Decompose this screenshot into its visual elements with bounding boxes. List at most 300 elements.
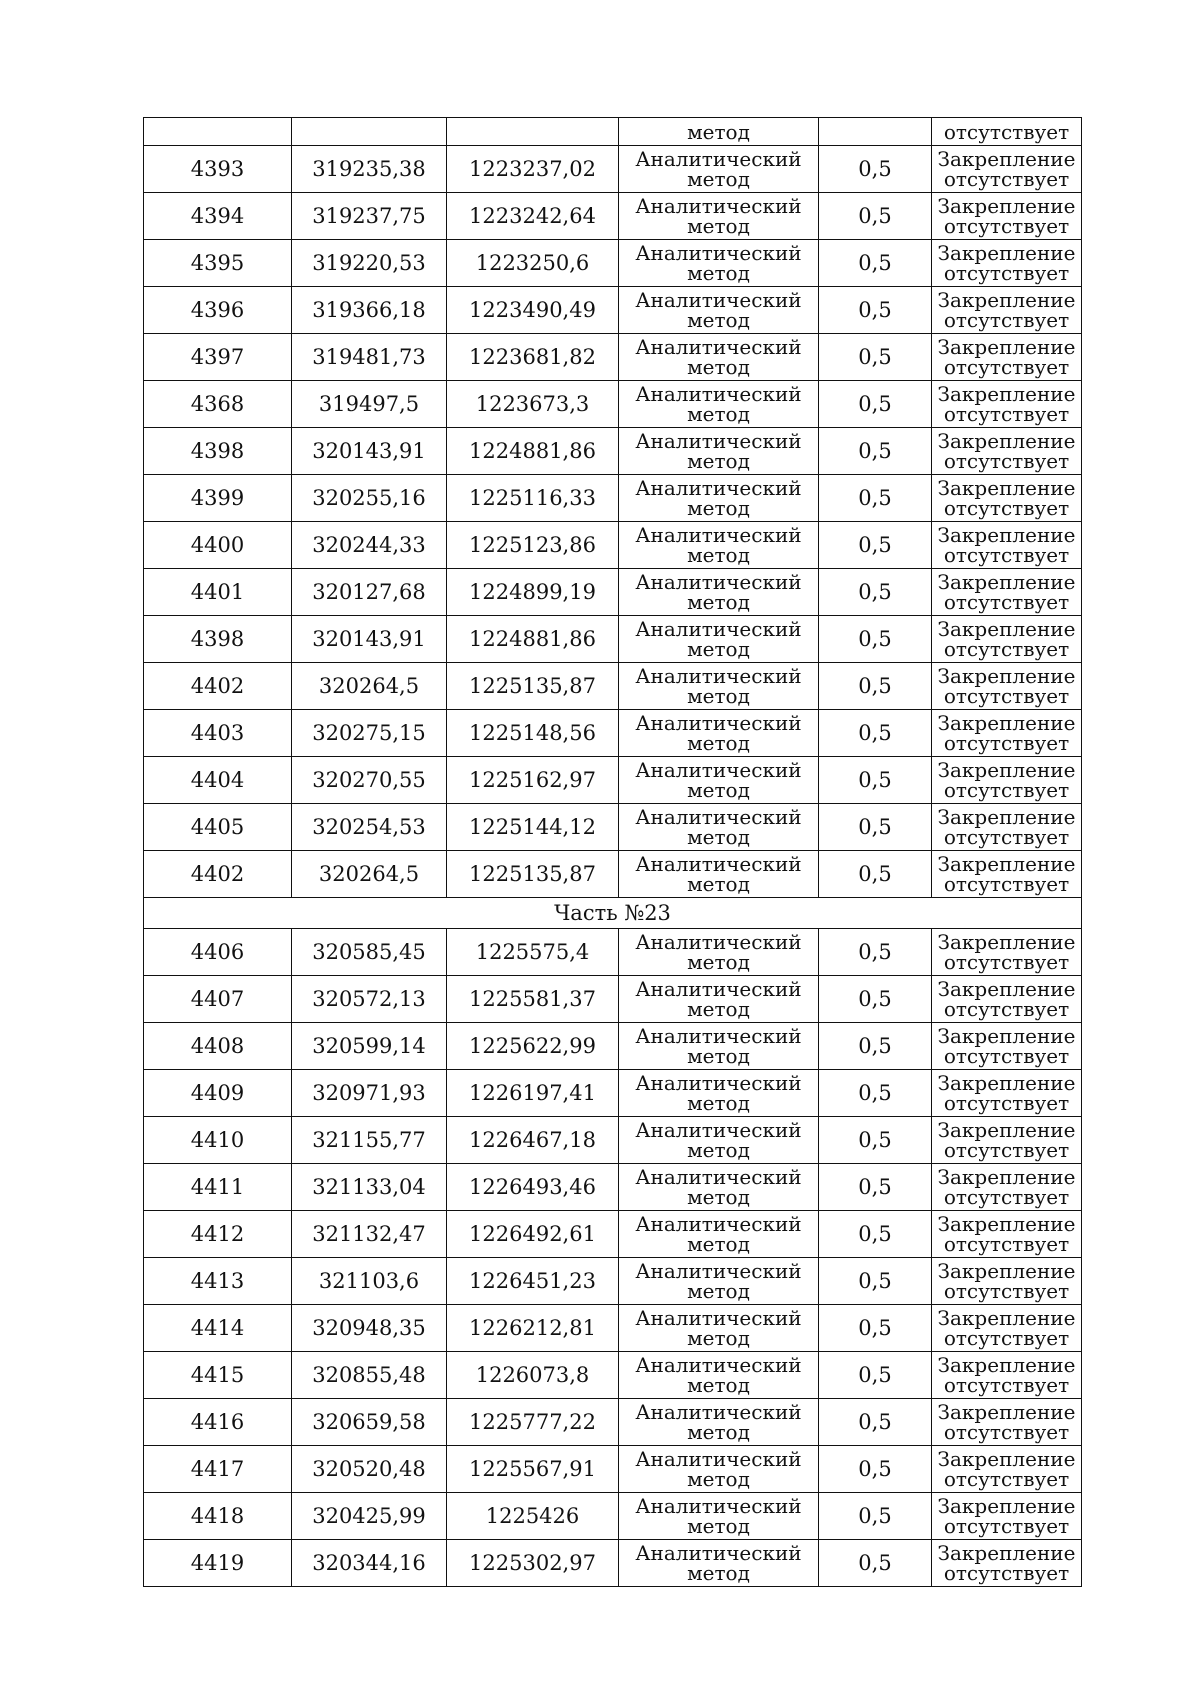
status-cell (932, 1258, 1082, 1305)
table-row (144, 146, 1082, 193)
status-cell-line: Закрепление (937, 1118, 1076, 1142)
method-cell-line: метод (687, 731, 750, 755)
method-cell-line: метод (687, 1373, 750, 1397)
x-coordinate-cell: 320585,45 (292, 929, 447, 976)
method-cell (619, 616, 819, 663)
method-cell-line: метод (687, 1420, 750, 1444)
status-cell (932, 1070, 1082, 1117)
method-cell-line: Аналитический (635, 1494, 802, 1518)
method-cell (619, 569, 819, 616)
y-coordinate-cell: 1226197,41 (447, 1070, 619, 1117)
method-cell-line: метод (687, 167, 750, 191)
status-cell-line: отсутствует (943, 1232, 1070, 1256)
status-cell-line: отсутствует (943, 261, 1070, 285)
table-row (144, 851, 1082, 898)
y-coordinate-cell: 1225162,97 (447, 757, 619, 804)
status-cell (932, 1399, 1082, 1446)
status-cell-line: отсутствует (943, 590, 1070, 614)
status-cell (932, 381, 1082, 428)
status-cell (932, 757, 1082, 804)
table-row (144, 1164, 1082, 1211)
y-coordinate-cell: 1225135,87 (447, 663, 619, 710)
status-cell-line: Закрепление (937, 930, 1076, 954)
point-number-cell: 4394 (144, 193, 292, 240)
y-coordinate-cell: 1226451,23 (447, 1258, 619, 1305)
point-number-cell: 4415 (144, 1352, 292, 1399)
x-coordinate-cell: 320143,91 (292, 616, 447, 663)
method-cell-line: Аналитический (635, 758, 802, 782)
method-cell-line: метод (687, 214, 750, 238)
status-cell-line: Закрепление (937, 1071, 1076, 1095)
status-cell-line: отсутствует (943, 1044, 1070, 1068)
y-coordinate-cell: 1225622,99 (447, 1023, 619, 1070)
method-cell-line: Аналитический (635, 382, 802, 406)
x-coordinate-cell: 320270,55 (292, 757, 447, 804)
x-coordinate-cell: 319220,53 (292, 240, 447, 287)
table-row (144, 1540, 1082, 1587)
status-cell-line: Закрепление (937, 852, 1076, 876)
method-cell-line: Аналитический (635, 711, 802, 735)
point-number-cell: 4413 (144, 1258, 292, 1305)
status-cell-line: Закрепление (937, 805, 1076, 829)
status-cell-line: Закрепление (937, 1447, 1076, 1471)
method-cell-line: метод (687, 449, 750, 473)
point-number-cell: 4368 (144, 381, 292, 428)
x-coordinate-cell: 319481,73 (292, 334, 447, 381)
point-number-cell: 4395 (144, 240, 292, 287)
method-cell-line: Аналитический (635, 1118, 802, 1142)
y-coordinate-cell: 1226073,8 (447, 1352, 619, 1399)
method-cell (619, 1446, 819, 1493)
method-cell-line: Аналитический (635, 335, 802, 359)
point-number-cell (144, 118, 292, 146)
method-cell-line: метод (687, 1467, 750, 1491)
accuracy-cell: 0,5 (819, 757, 932, 804)
method-cell-line: метод (687, 590, 750, 614)
method-cell (619, 240, 819, 287)
point-number-cell: 4404 (144, 757, 292, 804)
accuracy-cell: 0,5 (819, 1164, 932, 1211)
method-cell-line: Аналитический (635, 1541, 802, 1565)
status-cell-line: Закрепление (937, 147, 1076, 171)
status-cell (932, 287, 1082, 334)
method-cell (619, 1540, 819, 1587)
status-cell-line: отсутствует (943, 1514, 1070, 1538)
accuracy-cell: 0,5 (819, 1352, 932, 1399)
method-cell-line: метод (687, 1138, 750, 1162)
method-cell-line: метод (687, 997, 750, 1021)
status-cell (932, 663, 1082, 710)
method-cell (619, 475, 819, 522)
accuracy-cell: 0,5 (819, 851, 932, 898)
point-number-cell: 4406 (144, 929, 292, 976)
status-cell-line: Закрепление (937, 1165, 1076, 1189)
status-cell (932, 240, 1082, 287)
status-cell-line: Закрепление (937, 523, 1076, 547)
status-cell-line: отсутствует (943, 1326, 1070, 1350)
point-number-cell: 4398 (144, 428, 292, 475)
method-cell-line: метод (687, 778, 750, 802)
status-cell-line: отсутствует (943, 872, 1070, 896)
point-number-cell: 4409 (144, 1070, 292, 1117)
status-cell-line: Закрепление (937, 1212, 1076, 1236)
y-coordinate-cell: 1225426 (447, 1493, 619, 1540)
method-cell-line: метод (687, 825, 750, 849)
method-cell (619, 710, 819, 757)
method-cell (619, 1070, 819, 1117)
accuracy-cell: 0,5 (819, 146, 932, 193)
point-number-cell: 4419 (144, 1540, 292, 1587)
x-coordinate-cell: 320143,91 (292, 428, 447, 475)
method-cell-line: Аналитический (635, 288, 802, 312)
x-coordinate-cell: 320344,16 (292, 1540, 447, 1587)
status-cell-line: Закрепление (937, 1541, 1076, 1565)
part-label: Часть №23 (144, 898, 1082, 929)
y-coordinate-cell: 1225148,56 (447, 710, 619, 757)
table-row (144, 1352, 1082, 1399)
status-cell-line: Закрепление (937, 617, 1076, 641)
table-row (144, 1023, 1082, 1070)
method-cell-line: Аналитический (635, 147, 802, 171)
accuracy-cell: 0,5 (819, 1399, 932, 1446)
x-coordinate-cell: 320254,53 (292, 804, 447, 851)
method-cell-line: метод (687, 402, 750, 426)
y-coordinate-cell: 1225116,33 (447, 475, 619, 522)
point-number-cell: 4400 (144, 522, 292, 569)
status-cell-line: отсутствует (943, 950, 1070, 974)
y-coordinate-cell: 1226493,46 (447, 1164, 619, 1211)
point-number-cell: 4407 (144, 976, 292, 1023)
point-number-cell: 4405 (144, 804, 292, 851)
status-cell-line: отсутствует (943, 1138, 1070, 1162)
accuracy-cell: 0,5 (819, 381, 932, 428)
accuracy-cell: 0,5 (819, 475, 932, 522)
method-cell-line: метод (687, 1232, 750, 1256)
table-row (144, 616, 1082, 663)
status-cell-line: отсутствует (943, 1561, 1070, 1585)
x-coordinate-cell: 320255,16 (292, 475, 447, 522)
table-row (144, 1305, 1082, 1352)
method-cell-line: Аналитический (635, 805, 802, 829)
table-row (144, 193, 1082, 240)
x-coordinate-cell: 319366,18 (292, 287, 447, 334)
table-row (144, 522, 1082, 569)
point-number-cell: 4418 (144, 1493, 292, 1540)
point-number-cell: 4412 (144, 1211, 292, 1258)
point-number-cell: 4402 (144, 663, 292, 710)
status-cell (932, 851, 1082, 898)
accuracy-cell: 0,5 (819, 663, 932, 710)
table-row (144, 287, 1082, 334)
accuracy-cell: 0,5 (819, 569, 932, 616)
method-cell (619, 1117, 819, 1164)
method-cell (619, 287, 819, 334)
method-cell (619, 1023, 819, 1070)
table-row (144, 475, 1082, 522)
status-cell (932, 1446, 1082, 1493)
status-cell-line: отсутствует (943, 997, 1070, 1021)
x-coordinate-cell: 320520,48 (292, 1446, 447, 1493)
accuracy-cell: 0,5 (819, 1540, 932, 1587)
accuracy-cell: 0,5 (819, 428, 932, 475)
status-cell-line: отсутствует (943, 684, 1070, 708)
x-coordinate-cell: 320264,5 (292, 851, 447, 898)
table-row (144, 334, 1082, 381)
status-cell-line: отсутствует (943, 496, 1070, 520)
accuracy-cell: 0,5 (819, 804, 932, 851)
y-coordinate-cell (447, 118, 619, 146)
status-cell (932, 616, 1082, 663)
y-coordinate-cell: 1225575,4 (447, 929, 619, 976)
y-coordinate-cell: 1223242,64 (447, 193, 619, 240)
y-coordinate-cell: 1223250,6 (447, 240, 619, 287)
status-cell-line: Закрепление (937, 1353, 1076, 1377)
method-cell (619, 1399, 819, 1446)
y-coordinate-cell: 1223673,3 (447, 381, 619, 428)
accuracy-cell: 0,5 (819, 1305, 932, 1352)
method-cell (619, 522, 819, 569)
method-cell (619, 663, 819, 710)
method-cell-line: метод (687, 1044, 750, 1068)
x-coordinate-cell: 320971,93 (292, 1070, 447, 1117)
accuracy-cell: 0,5 (819, 1070, 932, 1117)
method-cell-line: метод (687, 308, 750, 332)
status-cell-line: отсутствует (943, 308, 1070, 332)
method-cell-line: Аналитический (635, 930, 802, 954)
method-cell-line: Аналитический (635, 194, 802, 218)
method-cell-line: метод (687, 261, 750, 285)
method-cell-line: метод (687, 543, 750, 567)
status-cell-line: Закрепление (937, 1494, 1076, 1518)
method-cell-line: Аналитический (635, 1306, 802, 1330)
y-coordinate-cell: 1226467,18 (447, 1117, 619, 1164)
status-cell (932, 193, 1082, 240)
table-row (144, 428, 1082, 475)
method-cell: метод (619, 118, 819, 146)
x-coordinate-cell: 319237,75 (292, 193, 447, 240)
status-cell (932, 428, 1082, 475)
y-coordinate-cell: 1224881,86 (447, 616, 619, 663)
status-cell-line: отсутствует (943, 543, 1070, 567)
table-row (144, 710, 1082, 757)
status-cell-line: отсутствует (943, 1467, 1070, 1491)
point-number-cell: 4402 (144, 851, 292, 898)
accuracy-cell: 0,5 (819, 522, 932, 569)
status-cell-line: Закрепление (937, 288, 1076, 312)
point-number-cell: 4397 (144, 334, 292, 381)
accuracy-cell: 0,5 (819, 240, 932, 287)
method-cell-line: Аналитический (635, 617, 802, 641)
y-coordinate-cell: 1225581,37 (447, 976, 619, 1023)
continuation-row (144, 118, 1082, 146)
status-cell (932, 1305, 1082, 1352)
status-cell-line: Закрепление (937, 664, 1076, 688)
method-cell (619, 1164, 819, 1211)
method-cell (619, 381, 819, 428)
method-cell-line: Аналитический (635, 476, 802, 500)
method-cell-line: метод (687, 1514, 750, 1538)
point-number-cell: 4408 (144, 1023, 292, 1070)
method-cell-line: метод (687, 950, 750, 974)
status-cell-line: Закрепление (937, 1400, 1076, 1424)
status-cell (932, 1023, 1082, 1070)
method-cell (619, 1211, 819, 1258)
point-number-cell: 4411 (144, 1164, 292, 1211)
method-cell-line: метод (687, 1279, 750, 1303)
point-number-cell: 4401 (144, 569, 292, 616)
x-coordinate-cell: 320275,15 (292, 710, 447, 757)
accuracy-cell: 0,5 (819, 1258, 932, 1305)
status-cell-line: отсутствует (943, 637, 1070, 661)
status-cell-line: Закрепление (937, 194, 1076, 218)
method-cell-line: Аналитический (635, 523, 802, 547)
y-coordinate-cell: 1223490,49 (447, 287, 619, 334)
status-cell (932, 1164, 1082, 1211)
method-cell-line: метод (687, 496, 750, 520)
x-coordinate-cell: 320572,13 (292, 976, 447, 1023)
point-number-cell: 4398 (144, 616, 292, 663)
status-cell (932, 334, 1082, 381)
method-cell-line: метод (687, 684, 750, 708)
method-cell-line: метод (687, 637, 750, 661)
x-coordinate-cell: 320855,48 (292, 1352, 447, 1399)
status-cell-line: отсутствует (943, 1091, 1070, 1115)
accuracy-cell: 0,5 (819, 616, 932, 663)
method-cell-line: Аналитический (635, 1212, 802, 1236)
method-cell (619, 428, 819, 475)
method-cell (619, 193, 819, 240)
method-cell-line: Аналитический (635, 1353, 802, 1377)
status-cell-line: отсутствует (943, 167, 1070, 191)
method-cell-line: Аналитический (635, 429, 802, 453)
point-number-cell: 4396 (144, 287, 292, 334)
status-cell-line: Закрепление (937, 382, 1076, 406)
x-coordinate-cell: 320948,35 (292, 1305, 447, 1352)
method-cell-line: метод (687, 355, 750, 379)
x-coordinate-cell (292, 118, 447, 146)
accuracy-cell: 0,5 (819, 1023, 932, 1070)
method-cell-line: Аналитический (635, 1447, 802, 1471)
method-cell (619, 804, 819, 851)
status-cell: отсутствует (932, 118, 1082, 146)
table-row (144, 663, 1082, 710)
accuracy-cell: 0,5 (819, 1493, 932, 1540)
y-coordinate-cell: 1225567,91 (447, 1446, 619, 1493)
accuracy-cell: 0,5 (819, 1211, 932, 1258)
method-cell (619, 1493, 819, 1540)
y-coordinate-cell: 1225135,87 (447, 851, 619, 898)
accuracy-cell: 0,5 (819, 334, 932, 381)
y-coordinate-cell: 1224881,86 (447, 428, 619, 475)
status-cell-line: отсутствует (943, 1185, 1070, 1209)
accuracy-cell: 0,5 (819, 1117, 932, 1164)
method-cell-line: Аналитический (635, 1071, 802, 1095)
table-row (144, 976, 1082, 1023)
method-cell-line: метод (687, 1091, 750, 1115)
accuracy-cell: 0,5 (819, 976, 932, 1023)
method-cell (619, 976, 819, 1023)
table-row (144, 1117, 1082, 1164)
method-cell-line: Аналитический (635, 570, 802, 594)
x-coordinate-cell: 320425,99 (292, 1493, 447, 1540)
x-coordinate-cell: 321133,04 (292, 1164, 447, 1211)
method-cell-line: Аналитический (635, 1400, 802, 1424)
status-cell (932, 804, 1082, 851)
table-row (144, 1446, 1082, 1493)
accuracy-cell: 0,5 (819, 193, 932, 240)
status-cell-line: отсутствует (943, 1373, 1070, 1397)
table-row (144, 1493, 1082, 1540)
table-row (144, 804, 1082, 851)
status-cell (932, 1211, 1082, 1258)
method-cell (619, 334, 819, 381)
x-coordinate-cell: 321155,77 (292, 1117, 447, 1164)
table-row (144, 1399, 1082, 1446)
status-cell-line: Закрепление (937, 758, 1076, 782)
point-number-cell: 4393 (144, 146, 292, 193)
accuracy-cell (819, 118, 932, 146)
x-coordinate-cell: 320244,33 (292, 522, 447, 569)
x-coordinate-cell: 320127,68 (292, 569, 447, 616)
y-coordinate-cell: 1224899,19 (447, 569, 619, 616)
method-cell-line: Аналитический (635, 1165, 802, 1189)
status-cell (932, 976, 1082, 1023)
method-cell-line: метод (687, 1561, 750, 1585)
status-cell-line: Закрепление (937, 335, 1076, 359)
status-cell-line: Закрепление (937, 476, 1076, 500)
method-cell-line: Аналитический (635, 977, 802, 1001)
status-cell-line: отсутствует (943, 731, 1070, 755)
table-row (144, 1211, 1082, 1258)
accuracy-cell: 0,5 (819, 710, 932, 757)
x-coordinate-cell: 320264,5 (292, 663, 447, 710)
method-cell (619, 146, 819, 193)
x-coordinate-cell: 320599,14 (292, 1023, 447, 1070)
y-coordinate-cell: 1225144,12 (447, 804, 619, 851)
status-cell-line: Закрепление (937, 241, 1076, 265)
method-cell-line: метод (687, 1326, 750, 1350)
method-cell (619, 1352, 819, 1399)
x-coordinate-cell: 321132,47 (292, 1211, 447, 1258)
status-cell-line: отсутствует (943, 1420, 1070, 1444)
status-cell (932, 1540, 1082, 1587)
method-cell-line: метод (687, 1185, 750, 1209)
y-coordinate-cell: 1226492,61 (447, 1211, 619, 1258)
table-row (144, 757, 1082, 804)
y-coordinate-cell: 1223237,02 (447, 146, 619, 193)
status-cell (932, 929, 1082, 976)
y-coordinate-cell: 1225302,97 (447, 1540, 619, 1587)
method-cell-line: метод (687, 872, 750, 896)
point-number-cell: 4399 (144, 475, 292, 522)
method-cell-line: Аналитический (635, 852, 802, 876)
table-row (144, 929, 1082, 976)
point-number-cell: 4416 (144, 1399, 292, 1446)
status-cell-line: отсутствует (943, 778, 1070, 802)
y-coordinate-cell: 1225123,86 (447, 522, 619, 569)
y-coordinate-cell: 1226212,81 (447, 1305, 619, 1352)
x-coordinate-cell: 319497,5 (292, 381, 447, 428)
method-cell (619, 851, 819, 898)
x-coordinate-cell: 319235,38 (292, 146, 447, 193)
status-cell-line: Закрепление (937, 429, 1076, 453)
x-coordinate-cell: 321103,6 (292, 1258, 447, 1305)
accuracy-cell: 0,5 (819, 1446, 932, 1493)
method-cell-line: Аналитический (635, 1259, 802, 1283)
table-row (144, 569, 1082, 616)
method-cell-line: Аналитический (635, 664, 802, 688)
method-cell-line: Аналитический (635, 1024, 802, 1048)
